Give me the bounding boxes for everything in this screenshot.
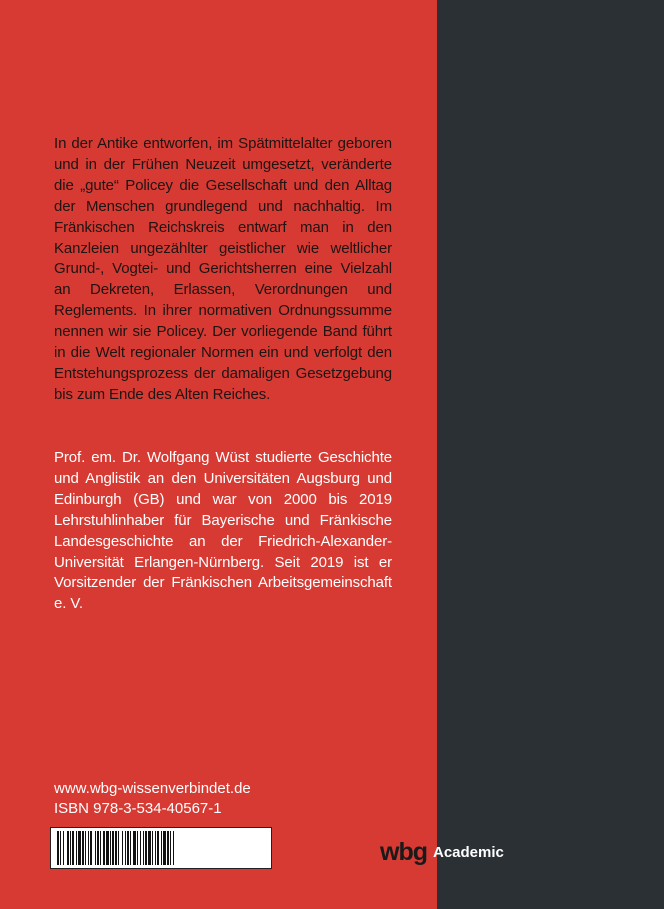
publisher-logo: [380, 835, 504, 869]
barcode: [50, 827, 272, 869]
blurb-text: In der Antike entworfen, im Spätmittelalter geboren und in der Frühen Neuzeit umgesetzt, veränderte die „gute“ Policey die Gesellschaft und den Alltag der Menschen grundlegend und nachhaltig. Im Fränkischen Reichskreis entwarf man in den Kanzleien ungezählter geistlicher wie weltlicher Grund-, Vogtei- und Gerichtsherren eine Vielzahl an Dekreten, Erlassen, Verordnungen und Reglements. In ihrer normativen Ordnungssumme nennen wir sie Policey. Der vorliegende Band führt in die Welt regionaler Normen ein und verfolgt den Entstehungsprozess der damaligen Gesetzgebung bis zum Ende des Alten Reiches.: [54, 135, 392, 403]
wbg-logo-mark: wbg: [380, 837, 427, 866]
website-link[interactable]: www.wbg-wissenverbindet.de: [54, 780, 251, 797]
imprint-label: Academic: [433, 843, 504, 861]
isbn-label: ISBN 978-3-534-40567-1: [54, 799, 222, 817]
author-bio: Prof. em. Dr. Wolfgang Wüst studierte Geschichte und Anglistik an den Universitäten Augsburg und Edinburgh (GB) und war von 2000 bis 2019 Lehrstuhlinhaber für Bayerische und Fränkische Landesgeschichte an der Friedrich-Alexander-Universität Erlangen-Nürnberg. Seit 2019 ist er Vorsitzender der Fränkischen Arbeitsgemeinschaft e. V.: [54, 449, 392, 613]
publication-meta: [54, 779, 251, 818]
dark-panel: [437, 0, 664, 909]
barcode-bars: [51, 828, 271, 868]
